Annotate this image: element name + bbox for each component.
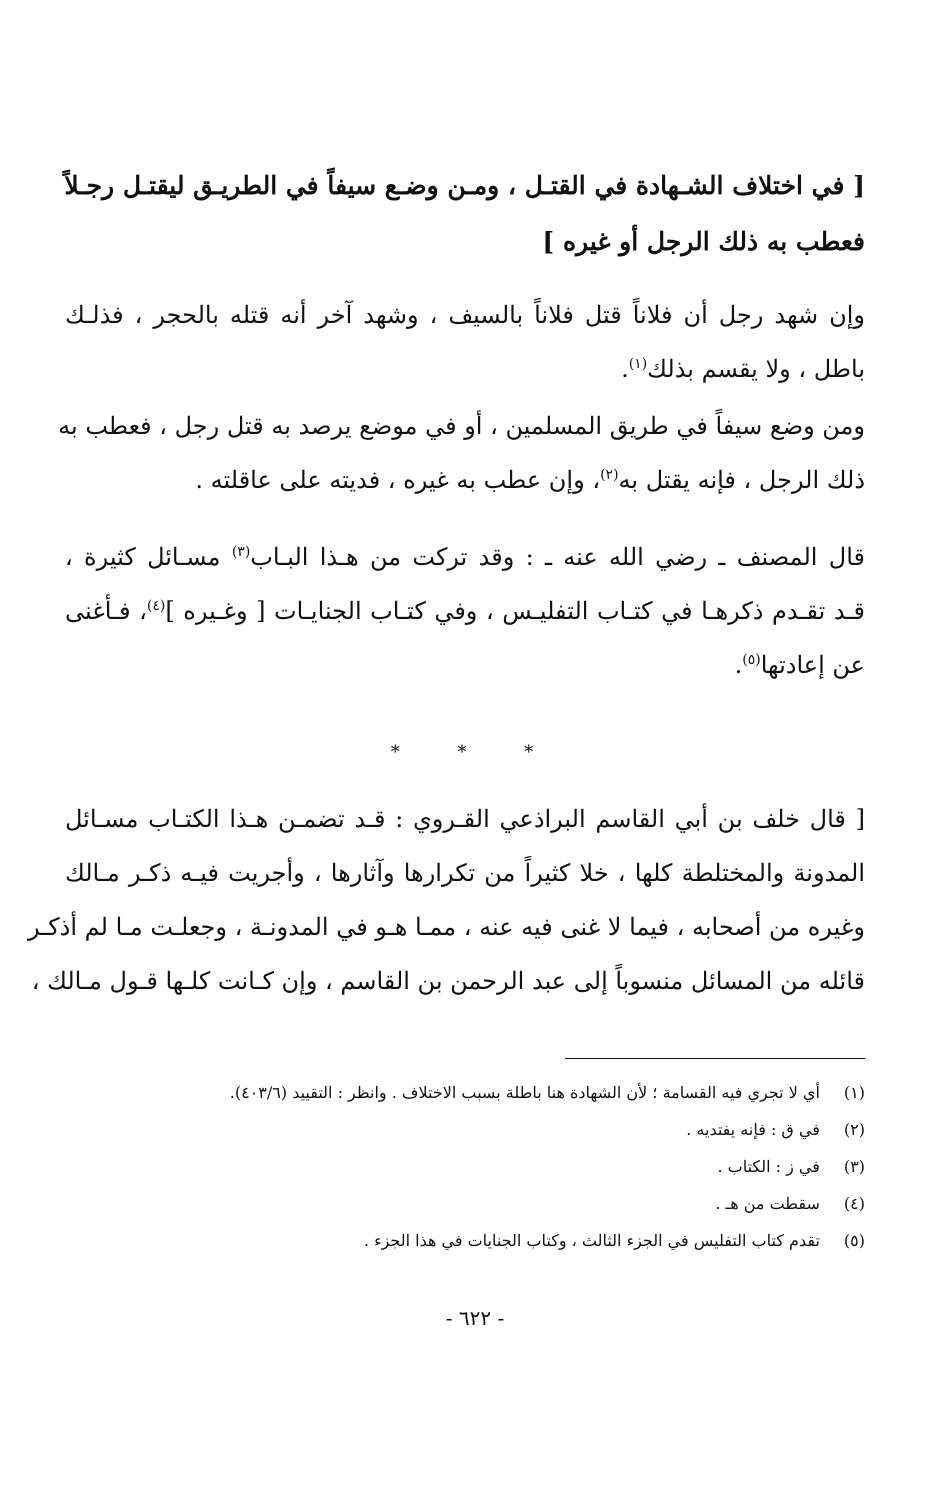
paragraph-4-line-2: المدونة والمختلطة كلها ، خلا كثيراً من تكرارها وآثارها ، وأجريت فيـه ذكـر مـالك [65,859,865,887]
paragraph-4-line-4: قائله من المسائل منسوباً إلى عبد الرحمن بن القاسم ، وإن كـانت كلـها قـول مـالك ، [31,967,865,995]
paragraph-4-line-1: [ قال خلف بن أبي القاسم البراذعي القـروي : قـد تضمـن هـذا الكتـاب مسـائل [65,805,865,833]
paragraph-3 [65,530,865,692]
footnote-4: (٤) سقطت من هـ . [715,1194,865,1213]
footnote-5: (٥) تقدم كتاب التفليس في الجزء الثالث ، وكتاب الجنايات في هذا الجزء . [363,1231,865,1250]
paragraph-3-line-2: قـد تقـدم ذكرهـا في كتـاب التفليـس ، وفي كتـاب الجنايـات [ وغـيره ]$^{(٤)}$، فـأغنى [65,597,866,625]
footnotes [65,1074,865,1259]
paragraph-4 [27,792,865,1008]
page-number: - ٦٢٢ - [445,1306,505,1330]
footnote-2: (٢) في ق : فإنه يفتديه . [686,1120,865,1139]
footnote-ref-5: (٥) [742,652,761,668]
paragraph-1-line-2: باطل ، ولا يقسم بذلك$^{(١)}$. [621,355,865,383]
footnote-ref-2: (٢) [600,467,619,483]
footnote-ref-4: (٤) [146,598,166,614]
paragraph-3-line-3: عن إعادتها$^{(٥)}$. [734,651,865,679]
footnote-1: (١) أي لا تجري فيه القسامة ؛ لأن الشهادة هنا باطلة بسبب الاختلاف . وانظر : التقييد (٤٠٣/٦). [229,1083,865,1102]
paragraph-2-line-2: ذلك الرجل ، فإنه يقتل به$^{(٢)}$، وإن عطب به غيره ، فديته على عاقلته . [195,466,865,494]
footnote-divider [565,1058,865,1059]
heading-line-2: فعطب به ذلك الرجل أو غيره ] [542,227,865,256]
paragraph-2-line-1: ومن وضع سيفاً في طريق المسلمين ، أو في موضع يرصد به قتل رجل ، فعطب به [58,412,865,440]
section-heading [65,158,865,270]
paragraph-1 [65,288,865,396]
section-separator: * * * [390,742,560,763]
footnote-ref-1: (١) [628,356,648,372]
paragraph-3-line-1: قال المصنف ـ رضي الله عنه ـ : وقد تركت من هـذا البـاب$^{(٣)}$ مسـائل كثيرة ، [65,543,865,571]
paragraph-2 [58,399,865,507]
paragraph-4-line-3: وغيره من أصحابه ، فيما لا غنى فيه عنه ، ممـا هـو في المدونـة ، وجعلـت مـا لم أذكـر [27,913,865,941]
paragraph-1-line-1: وإن شهد رجل أن فلاناً قتل فلاناً بالسيف ، وشهد آخر أنه قتله بالحجر ، فذلـك [65,301,865,329]
footnote-3: (٣) في ز : الكتاب . [717,1157,865,1176]
footnote-ref-3: (٣) [231,544,251,560]
heading-line-1: [ في اختلاف الشـهادة في القتـل ، ومـن وضـع سيفاً في الطريـق ليقتـل رجـلاً [64,171,865,200]
